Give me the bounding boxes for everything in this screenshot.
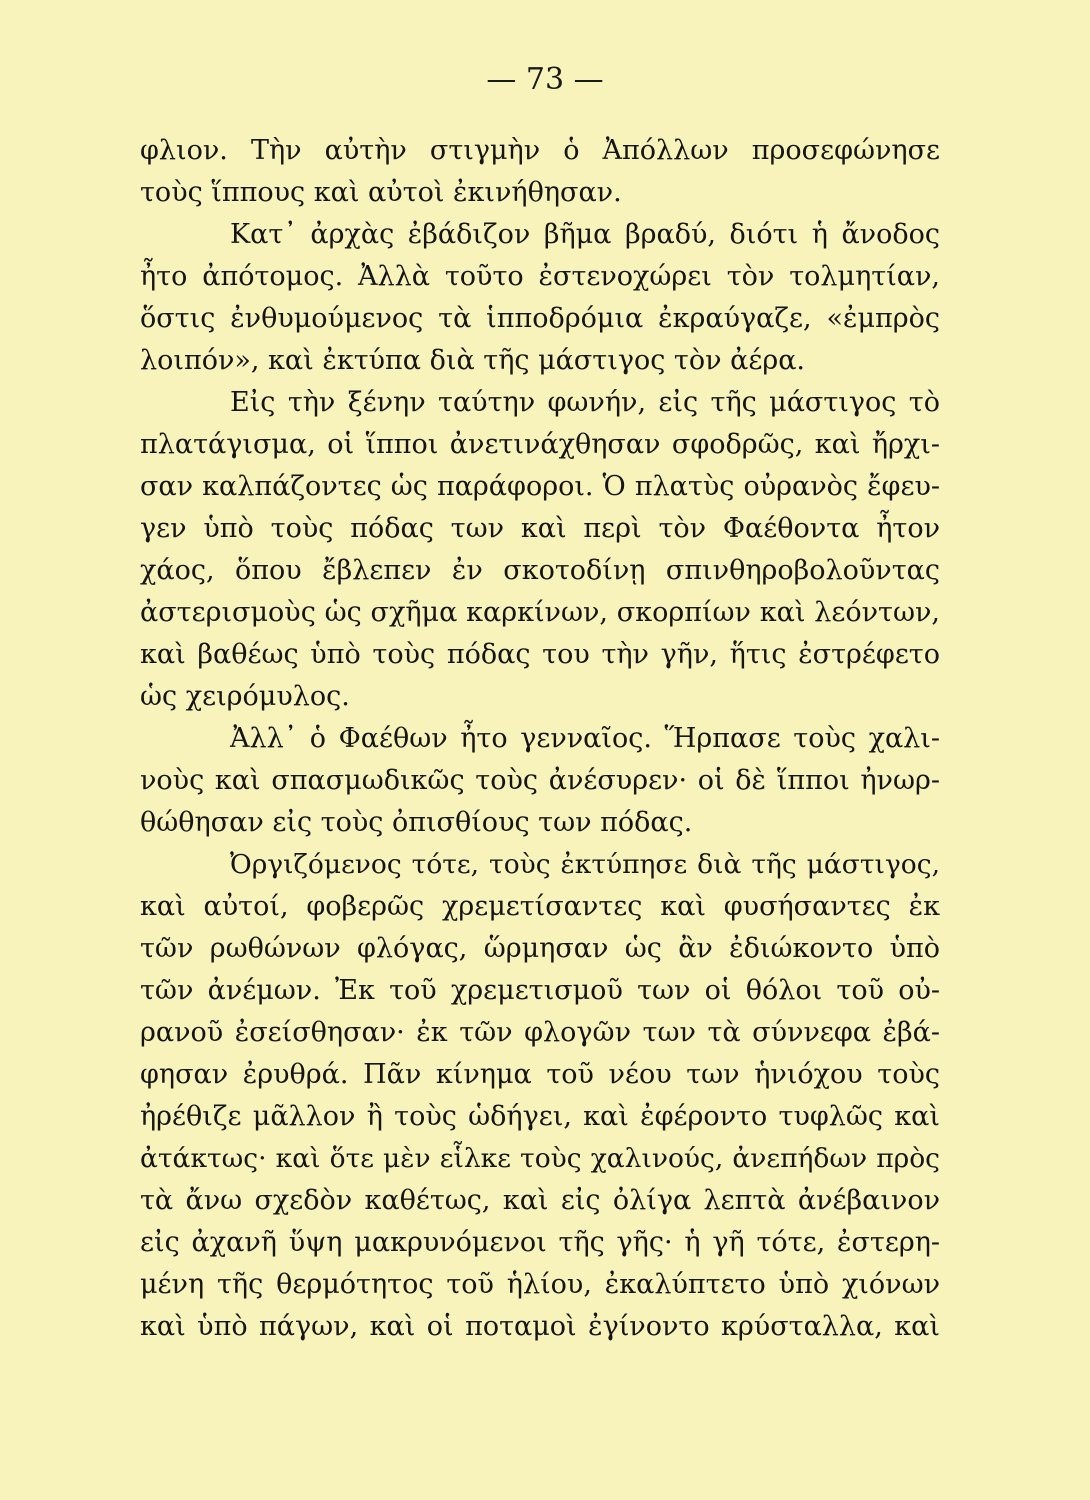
- text-line: σαν καλπάζοντες ὡς παράφοροι. Ὁ πλατὺς οὐρανὸς ἔφευ-: [140, 471, 940, 502]
- text-line: ἦτο ἀπότομος. Ἀλλὰ τοῦτο ἐστενοχώρει τὸν τολμητίαν,: [140, 261, 940, 292]
- text-line: Κατ᾽ ἀρχὰς ἐβάδιζον βῆμα βραδύ, διότι ἡ ἄνοδος: [230, 219, 940, 250]
- text-line: ὡς χειρόμυλος.: [140, 681, 350, 712]
- text-line: ἀτάκτως· καὶ ὅτε μὲν εἷλκε τοὺς χαλινούς, ἀνεπήδων πρὸς: [140, 1143, 940, 1174]
- text-line: ἀστερισμοὺς ὡς σχῆμα καρκίνων, σκορπίων καὶ λεόντων,: [140, 597, 940, 628]
- text-line: πλατάγισμα, οἱ ἵπποι ἀνετινάχθησαν σφοδρῶς, καὶ ἤρχι-: [140, 429, 940, 460]
- text-line: Ὀργιζόμενος τότε, τοὺς ἐκτύπησε διὰ τῆς μάστιγος,: [230, 849, 940, 880]
- text-line: τὰ ἄνω σχεδὸν καθέτως, καὶ εἰς ὀλίγα λεπτὰ ἀνέβαινον: [140, 1185, 940, 1216]
- text-line: Ἀλλ᾽ ὁ Φαέθων ἦτο γενναῖος. Ἥρπασε τοὺς χαλι-: [230, 723, 940, 754]
- text-line: φλιον. Τὴν αὐτὴν στιγμὴν ὁ Ἀπόλλων προσεφώνησε: [140, 135, 940, 166]
- text-line: τῶν ἀνέμων. Ἐκ τοῦ χρεμετισμοῦ των οἱ θόλοι τοῦ οὐ-: [140, 975, 940, 1006]
- text-line: τῶν ρωθώνων φλόγας, ὥρμησαν ὡς ἂν ἐδιώκοντο ὑπὸ: [140, 933, 940, 964]
- text-line: Εἰς τὴν ξένην ταύτην φωνήν, εἰς τῆς μάστιγος τὸ: [230, 387, 940, 418]
- body-text: [140, 130, 940, 1348]
- text-line: ὅστις ἐνθυμούμενος τὰ ἱπποδρόμια ἐκραύγαζε, «ἐμπρὸς: [140, 303, 940, 334]
- text-line: ἠρέθιζε μᾶλλον ἢ τοὺς ὡδήγει, καὶ ἐφέροντο τυφλῶς καὶ: [140, 1101, 940, 1132]
- text-line: ρανοῦ ἐσείσθησαν· ἐκ τῶν φλογῶν των τὰ σύννεφα ἐβά-: [140, 1017, 940, 1048]
- page-number: — 73 —: [486, 62, 604, 97]
- text-line: θώθησαν εἰς τοὺς ὀπισθίους των πόδας.: [140, 807, 693, 838]
- text-line: τοὺς ἵππους καὶ αὐτοὶ ἐκινήθησαν.: [140, 177, 622, 208]
- text-line: λοιπόν», καὶ ἐκτύπα διὰ τῆς μάστιγος τὸν ἀέρα.: [140, 345, 806, 376]
- text-line: νοὺς καὶ σπασμωδικῶς τοὺς ἀνέσυρεν· οἱ δὲ ἵπποι ἠνωρ-: [140, 765, 940, 796]
- text-line: χάος, ὅπου ἔβλεπεν ἐν σκοτοδίνῃ σπινθηροβολοῦντας: [140, 555, 940, 586]
- text-line: καὶ βαθέως ὑπὸ τοὺς πόδας του τὴν γῆν, ἥτις ἐστρέφετο: [140, 639, 940, 670]
- text-line: καὶ ὑπὸ πάγων, καὶ οἱ ποταμοὶ ἐγίνοντο κρύσταλλα, καὶ: [140, 1311, 940, 1342]
- text-line: φησαν ἐρυθρά. Πᾶν κίνημα τοῦ νέου των ἡνιόχου τοὺς: [140, 1059, 940, 1090]
- text-line: γεν ὑπὸ τοὺς πόδας των καὶ περὶ τὸν Φαέθοντα ἦτον: [140, 513, 940, 544]
- text-line: εἰς ἀχανῆ ὕψη μακρυνόμενοι τῆς γῆς· ἡ γῆ τότε, ἐστερη-: [140, 1227, 940, 1258]
- text-line: καὶ αὐτοί, φοβερῶς χρεμετίσαντες καὶ φυσήσαντες ἐκ: [140, 891, 940, 922]
- text-line: μένη τῆς θερμότητος τοῦ ἡλίου, ἐκαλύπτετο ὑπὸ χιόνων: [140, 1269, 940, 1300]
